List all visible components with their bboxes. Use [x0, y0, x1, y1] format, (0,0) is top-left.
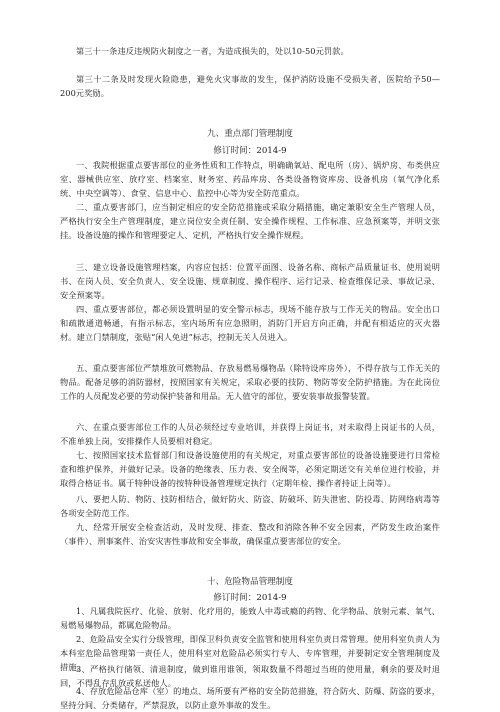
section10-para-1: 1、凡属我院医疗、化验、放射、化疗用的，能致人中毒或瘾的药物、化学物品、放射元素、氧气、易燃易爆物品，都属危险物品。 [60, 606, 440, 631]
section9-date: 修订时间：2014-9 [213, 146, 287, 156]
section10-date: 修订时间：2014-9 [213, 593, 287, 603]
section9-para-1: 一、我院根据重点要害部位的业务性质和工作特点，明确确氧站、配电所（房）、锅炉房、布类供应室、器械供应室、放疗室、档案室、财务室、药品库房、各类设备物资库房、设备机房（氧气净化系统、中央空调等）、食堂、信息中心、监控中心等为安全防范重点。 [60, 160, 440, 199]
intro-article-31: 第三十一条违反违规防火制度之一者，为造成损失的，处以10-50元罚款。 [76, 46, 349, 56]
section9-title: 九、重点部门管理制度 [207, 129, 293, 139]
intro-article-32: 第三十二条及时发现火险隐患，避免火灾事故的发生，保护消防设施不受损失者，医院给予50—200元奖励。 [60, 74, 440, 99]
section10-title: 十、危险物品管理制度 [207, 577, 293, 587]
section9-para-2: 二、重点要害部门，应当制定相应的安全防范措施或采取分隔措施，确定兼职安全生产管理人员，严格执行安全生产管理制度，建立岗位安全责任制、安全操作规程、工作标准、应急预案等，并明文张挂。设备设施的操作和管理要定人、定机，严格执行安全操作规程。 [60, 202, 440, 241]
section9-para-8: 八、要把人防、物防、技防相结合，做好防火、防盗、防破坏、防失泄密、防投毒、防网络病毒等各项安全防范工作。 [60, 494, 440, 519]
section9-para-9: 九、经常开展安全检查活动，及时发现、排查、整改和消除各种不安全因素，严防发生政治案件（事件）、刑事案件、治安灾害性事故和安全事故，确保重点要害部位的安全。 [60, 522, 440, 547]
section9-para-4: 四、重点要害部位，都必须设置明显的安全警示标志，现场不能存放与工作无关的物品。安全出口和疏散通道畅通，有指示标志，室内场所有应急照明，消防门开启方向正确，并配有相适应的灭火器材。建立门禁制度，张贴“闲人免进”标志，控制无关人员进入。 [60, 304, 440, 343]
section10-para-2: 2、危险品安全实行分级管理，即保卫科负责安全监管和使用科室负责日常管理。使用科室负责人为本科室危险品管理第一责任人，使用科室对危险品必须实行专人、专库管理，并要制定安全管理制度及措施。 [60, 634, 440, 673]
section9-para-6: 六、在重点要害部位工作的人员必须经过专业培训，并获得上岗证书，对未取得上岗证书的人员，不准单独上岗，安排操作人员要相对稳定。 [60, 422, 440, 447]
section9-para-7: 七、按照国家技术监督部门和设备设施使用的有关规定，对重点要害部位的设备设施要进行日常检查和维护保养，并做好记录。设备的绝缘表、压力表、安全阀等，必须定期送交有关单位进行校验，并取得合格证书。属于特种设备的按特种设备管理规定执行（定期年检、操作者持证上岗等）。 [60, 450, 440, 489]
section10-para-3: 3、严格执行储领、清退制度，做到谁用谁领，领取数量不得超过当班的使用量，剩余的要及时退回，不得乱存乱放或私送他人。 [60, 664, 440, 689]
section9-para-3: 三、建立设备设施管理档案，内容应包括：位置平面图、设备名称、商标产品质量证书、使用说明书、在岗人员、安全负责人、安全设施、规章制度、操作程序、运行记录、检查维保记录、事故记录、安全预案等。 [60, 262, 440, 301]
section9-para-5: 五、重点要害部位严禁堆放可燃物品、存放易燃易爆物品（除特设库房外），不得存放与工作无关的物品。配备足够的消防器材，按照国家有关规定，采取必要的技防、物防等安全防护措施。为在此岗位工作的人员配发必要的劳动保护装备和用品。无人值守的部位，要安装事故报警装置。 [60, 363, 440, 402]
section10-para-4: 4、存放危险品仓库（室）的地点、场所要有严格的安全防范措施，符合防火、防爆、防盗的要求，坚持分间、分类储存，严禁混放，以防止意外事故的发生。 [60, 686, 440, 711]
